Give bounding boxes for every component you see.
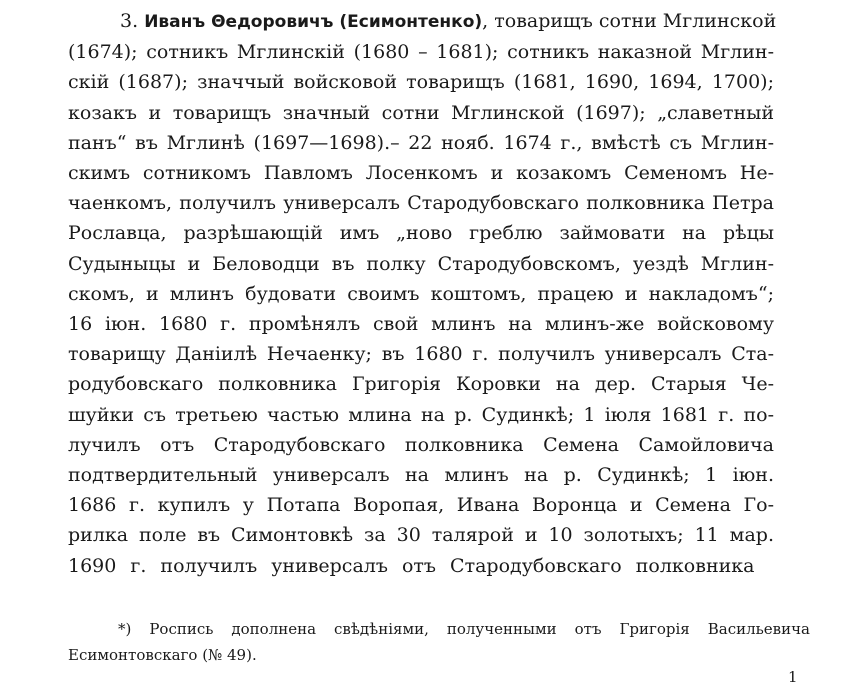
entry-line-1 [68, 6, 777, 37]
entry-line-text: , товарищъ сотни Мглинской [482, 10, 777, 32]
entry-line-last: 1690 г. получилъ универсалъ отъ Стародубовскаго полковника [68, 554, 755, 577]
entry-line: 1686 г. купилъ у Потапа Воропая, Ивана Воронца и Семена Го- [68, 494, 774, 517]
entry-line: подтвердительный универсалъ на млинъ на р. Судинкѣ; 1 іюн. [68, 464, 774, 487]
footnote [68, 616, 810, 668]
entry-line: (1674); сотникъ Мглинскій (1680 – 1681); сотникъ наказной Мглин- [68, 41, 774, 64]
page-number: 1 [788, 668, 798, 686]
entry-line: родубовскаго полковника Григорія Коровки на дер. Старыя Че- [68, 373, 774, 396]
entry-line: козакъ и товарищъ значный сотни Мглинской (1697); „славетный [68, 101, 774, 124]
entry-line: товарищу Даніилѣ Нечаенку; въ 1680 г. получилъ универсалъ Ста- [68, 343, 774, 366]
footnote-line-2: Есимонтовскаго (№ 49). [68, 646, 257, 664]
entry-line: 16 іюн. 1680 г. промѣнялъ свой млинъ на млинъ-же войсковому [68, 313, 774, 336]
entry-line: скій (1687); значчый войсковой товарищъ (1681, 1690, 1694, 1700); [68, 71, 774, 94]
entry-line: лучилъ отъ Стародубовскаго полковника Семена Самойловича [68, 433, 774, 456]
entry-line: рилка поле въ Симонтовкѣ за 30 талярой и 10 золотыхъ; 11 мар. [68, 524, 774, 547]
entry-line: панъ“ въ Мглинѣ (1697—1698).– 22 нояб. 1674 г., вмѣстѣ съ Мглин- [68, 131, 774, 154]
entry-number: 3. [120, 10, 139, 32]
entry-line: скомъ, и млинъ будовати своимъ коштомъ, працею и накладомъ“; [68, 282, 774, 305]
entry-line: Рославца, разрѣшающій имъ „ново греблю займовати на рѣцы [68, 222, 774, 245]
entry-line: чаенкомъ, получилъ универсалъ Стародубовскаго полковника Петра [68, 192, 774, 215]
footnote-line-1: *) Роспись дополнена свѣдѣніями, полученными отъ Григорія Васильевича [118, 620, 810, 638]
entry-name: Иванъ Θедоровичъ (Есимонтенко) [144, 12, 483, 32]
entry-line: шуйки съ третьею частью млина на р. Судинкѣ; 1 іюля 1681 г. по- [68, 403, 774, 426]
entry-line: скимъ сотникомъ Павломъ Лосенкомъ и козакомъ Семеномъ Не- [68, 162, 774, 185]
entry-text [68, 6, 777, 581]
entry-line: Судыныцы и Беловодци въ полку Стародубовскомъ, уездѣ Мглин- [68, 252, 774, 275]
